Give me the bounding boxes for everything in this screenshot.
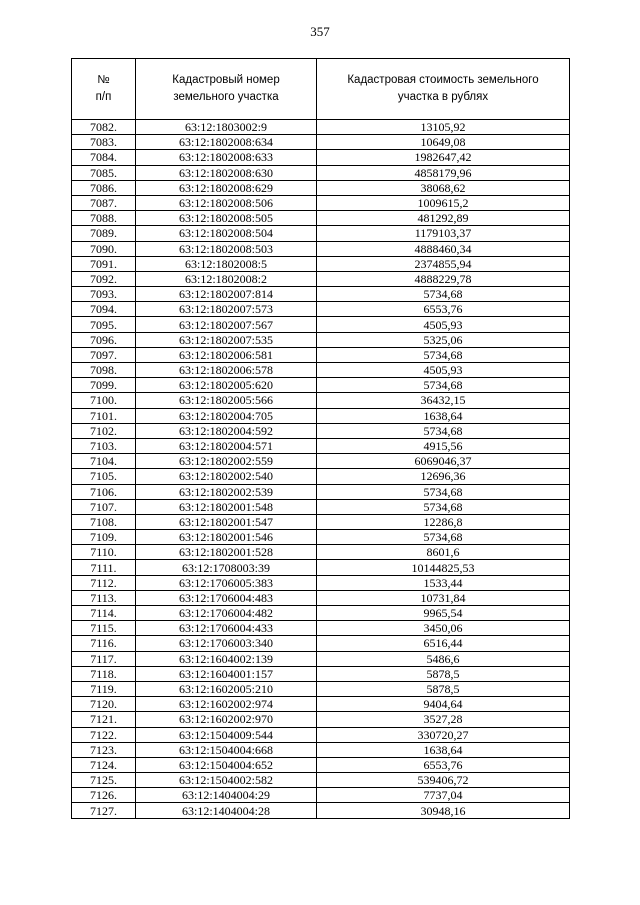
cell-cadastral-number: 63:12:1802008:634 <box>136 135 317 150</box>
cell-cadastral-value: 4888229,78 <box>317 271 570 286</box>
cell-cadastral-number: 63:12:1802006:581 <box>136 347 317 362</box>
cell-cadastral-value: 5325,06 <box>317 332 570 347</box>
table-row <box>72 332 570 347</box>
cell-row-number: 7118. <box>72 666 136 681</box>
cell-cadastral-number: 63:12:1803002:9 <box>136 120 317 135</box>
table-row <box>72 165 570 180</box>
cell-row-number: 7086. <box>72 180 136 195</box>
cell-cadastral-number: 63:12:1504004:668 <box>136 742 317 757</box>
cell-row-number: 7119. <box>72 681 136 696</box>
cell-cadastral-number: 63:12:1604001:157 <box>136 666 317 681</box>
cadastral-value-table <box>71 58 570 819</box>
header-row-number-line1: № <box>97 74 110 86</box>
table-row <box>72 742 570 757</box>
cell-row-number: 7103. <box>72 438 136 453</box>
table-row <box>72 211 570 226</box>
cell-row-number: 7116. <box>72 636 136 651</box>
cell-cadastral-value: 4505,93 <box>317 363 570 378</box>
cell-row-number: 7088. <box>72 211 136 226</box>
cell-cadastral-number: 63:12:1802007:535 <box>136 332 317 347</box>
cell-cadastral-value: 6553,76 <box>317 302 570 317</box>
table-row <box>72 408 570 423</box>
cell-cadastral-value: 13105,92 <box>317 120 570 135</box>
cell-cadastral-number: 63:12:1802002:539 <box>136 484 317 499</box>
cell-cadastral-value: 5734,68 <box>317 423 570 438</box>
cell-cadastral-value: 1982647,42 <box>317 150 570 165</box>
cell-row-number: 7127. <box>72 803 136 818</box>
cell-cadastral-value: 8601,6 <box>317 545 570 560</box>
cell-cadastral-number: 63:12:1706005:383 <box>136 575 317 590</box>
cell-cadastral-value: 5878,5 <box>317 681 570 696</box>
page-number: 357 <box>310 24 330 39</box>
cell-cadastral-value: 5734,68 <box>317 287 570 302</box>
cell-cadastral-value: 6069046,37 <box>317 454 570 469</box>
table-row <box>72 378 570 393</box>
table-row <box>72 484 570 499</box>
table-row <box>72 636 570 651</box>
cell-row-number: 7094. <box>72 302 136 317</box>
table-row <box>72 287 570 302</box>
table-row <box>72 469 570 484</box>
cell-cadastral-value: 5734,68 <box>317 378 570 393</box>
cell-row-number: 7106. <box>72 484 136 499</box>
cell-cadastral-number: 63:12:1802008:2 <box>136 271 317 286</box>
table-row <box>72 120 570 135</box>
table-row <box>72 256 570 271</box>
table-row <box>72 803 570 818</box>
table-row <box>72 135 570 150</box>
cell-row-number: 7113. <box>72 590 136 605</box>
cell-row-number: 7120. <box>72 697 136 712</box>
table-row <box>72 697 570 712</box>
cell-row-number: 7098. <box>72 363 136 378</box>
table-row <box>72 545 570 560</box>
table-row <box>72 226 570 241</box>
cell-cadastral-value: 12696,36 <box>317 469 570 484</box>
cell-row-number: 7100. <box>72 393 136 408</box>
cell-cadastral-number: 63:12:1802002:540 <box>136 469 317 484</box>
table-row <box>72 438 570 453</box>
cell-cadastral-value: 38068,62 <box>317 180 570 195</box>
table-row <box>72 606 570 621</box>
table-row <box>72 560 570 575</box>
cell-cadastral-number: 63:12:1802008:504 <box>136 226 317 241</box>
cell-row-number: 7096. <box>72 332 136 347</box>
cell-cadastral-value: 1533,44 <box>317 575 570 590</box>
cell-cadastral-number: 63:12:1802005:566 <box>136 393 317 408</box>
table-row <box>72 712 570 727</box>
cell-row-number: 7111. <box>72 560 136 575</box>
table-row <box>72 195 570 210</box>
header-cadastral-number-line1: Кадастровый номер <box>172 74 280 86</box>
table-row <box>72 773 570 788</box>
table-row <box>72 590 570 605</box>
cell-cadastral-number: 63:12:1802001:528 <box>136 545 317 560</box>
cell-cadastral-number: 63:12:1602002:974 <box>136 697 317 712</box>
cell-cadastral-number: 63:12:1706004:482 <box>136 606 317 621</box>
cell-cadastral-value: 1179103,37 <box>317 226 570 241</box>
cell-cadastral-value: 481292,89 <box>317 211 570 226</box>
cell-row-number: 7091. <box>72 256 136 271</box>
cell-cadastral-value: 4858179,96 <box>317 165 570 180</box>
cell-cadastral-number: 63:12:1802004:571 <box>136 438 317 453</box>
header-cadastral-number <box>136 59 317 120</box>
cell-cadastral-value: 1009615,2 <box>317 195 570 210</box>
cell-row-number: 7087. <box>72 195 136 210</box>
cell-row-number: 7083. <box>72 135 136 150</box>
cell-cadastral-value: 36432,15 <box>317 393 570 408</box>
cell-cadastral-number: 63:12:1802007:814 <box>136 287 317 302</box>
header-cadastral-value-line2: участка в рублях <box>397 91 489 103</box>
table-row <box>72 530 570 545</box>
cell-cadastral-value: 10731,84 <box>317 590 570 605</box>
cell-cadastral-number: 63:12:1706003:340 <box>136 636 317 651</box>
cell-row-number: 7082. <box>72 120 136 135</box>
table-row <box>72 180 570 195</box>
table-row <box>72 666 570 681</box>
table-row <box>72 271 570 286</box>
table-row <box>72 317 570 332</box>
cell-row-number: 7110. <box>72 545 136 560</box>
cell-cadastral-number: 63:12:1802008:506 <box>136 195 317 210</box>
cell-row-number: 7117. <box>72 651 136 666</box>
cell-cadastral-number: 63:12:1802004:592 <box>136 423 317 438</box>
cell-row-number: 7109. <box>72 530 136 545</box>
cell-row-number: 7108. <box>72 514 136 529</box>
header-row <box>72 59 570 120</box>
cell-cadastral-number: 63:12:1802007:573 <box>136 302 317 317</box>
table-body <box>72 120 570 819</box>
cell-row-number: 7095. <box>72 317 136 332</box>
cell-cadastral-value: 6553,76 <box>317 757 570 772</box>
cell-cadastral-number: 63:12:1706004:433 <box>136 621 317 636</box>
cell-row-number: 7089. <box>72 226 136 241</box>
cell-cadastral-value: 330720,27 <box>317 727 570 742</box>
cell-cadastral-value: 539406,72 <box>317 773 570 788</box>
cell-cadastral-number: 63:12:1706004:483 <box>136 590 317 605</box>
cell-cadastral-number: 63:12:1802008:629 <box>136 180 317 195</box>
cell-row-number: 7101. <box>72 408 136 423</box>
cell-cadastral-number: 63:12:1802006:578 <box>136 363 317 378</box>
table-row <box>72 757 570 772</box>
cell-cadastral-number: 63:12:1802001:548 <box>136 499 317 514</box>
table-row <box>72 393 570 408</box>
cell-row-number: 7122. <box>72 727 136 742</box>
header-row-number-line2: п/п <box>95 91 112 103</box>
cell-cadastral-value: 5486,6 <box>317 651 570 666</box>
cell-cadastral-number: 63:12:1404004:29 <box>136 788 317 803</box>
cell-cadastral-number: 63:12:1802004:705 <box>136 408 317 423</box>
table-row <box>72 681 570 696</box>
cell-row-number: 7123. <box>72 742 136 757</box>
cell-cadastral-number: 63:12:1604002:139 <box>136 651 317 666</box>
cell-cadastral-number: 63:12:1404004:28 <box>136 803 317 818</box>
cell-cadastral-value: 1638,64 <box>317 742 570 757</box>
cell-cadastral-number: 63:12:1708003:39 <box>136 560 317 575</box>
cell-cadastral-number: 63:12:1802008:633 <box>136 150 317 165</box>
cell-cadastral-number: 63:12:1802008:503 <box>136 241 317 256</box>
cell-row-number: 7115. <box>72 621 136 636</box>
cell-cadastral-number: 63:12:1802007:567 <box>136 317 317 332</box>
cell-cadastral-value: 10649,08 <box>317 135 570 150</box>
cell-cadastral-value: 9404,64 <box>317 697 570 712</box>
cell-row-number: 7112. <box>72 575 136 590</box>
table-row <box>72 788 570 803</box>
cell-row-number: 7092. <box>72 271 136 286</box>
cell-cadastral-value: 5734,68 <box>317 530 570 545</box>
cell-row-number: 7084. <box>72 150 136 165</box>
cell-cadastral-value: 30948,16 <box>317 803 570 818</box>
cell-cadastral-number: 63:12:1504004:652 <box>136 757 317 772</box>
cell-row-number: 7099. <box>72 378 136 393</box>
cell-row-number: 7102. <box>72 423 136 438</box>
table-row <box>72 241 570 256</box>
cell-row-number: 7125. <box>72 773 136 788</box>
cell-cadastral-value: 4505,93 <box>317 317 570 332</box>
cell-cadastral-number: 63:12:1802008:5 <box>136 256 317 271</box>
header-row-number <box>72 59 136 120</box>
table-header <box>72 59 570 120</box>
cell-cadastral-number: 63:12:1802001:547 <box>136 514 317 529</box>
cell-cadastral-value: 4888460,34 <box>317 241 570 256</box>
cell-cadastral-value: 12286,8 <box>317 514 570 529</box>
cell-cadastral-value: 5878,5 <box>317 666 570 681</box>
table-row <box>72 454 570 469</box>
table-row <box>72 514 570 529</box>
cell-cadastral-number: 63:12:1802008:505 <box>136 211 317 226</box>
cell-row-number: 7097. <box>72 347 136 362</box>
table-row <box>72 575 570 590</box>
cell-row-number: 7093. <box>72 287 136 302</box>
cell-cadastral-value: 4915,56 <box>317 438 570 453</box>
cell-cadastral-number: 63:12:1602005:210 <box>136 681 317 696</box>
table-row <box>72 499 570 514</box>
table-row <box>72 423 570 438</box>
cell-cadastral-value: 2374855,94 <box>317 256 570 271</box>
table-row <box>72 621 570 636</box>
cell-cadastral-number: 63:12:1602002:970 <box>136 712 317 727</box>
cell-cadastral-value: 10144825,53 <box>317 560 570 575</box>
header-cadastral-value <box>317 59 570 120</box>
cell-cadastral-value: 5734,68 <box>317 484 570 499</box>
cell-cadastral-number: 63:12:1504009:544 <box>136 727 317 742</box>
cell-cadastral-value: 9965,54 <box>317 606 570 621</box>
cell-cadastral-value: 3450,06 <box>317 621 570 636</box>
cell-row-number: 7114. <box>72 606 136 621</box>
table-row <box>72 727 570 742</box>
cell-row-number: 7126. <box>72 788 136 803</box>
table-row <box>72 302 570 317</box>
cell-cadastral-value: 7737,04 <box>317 788 570 803</box>
cell-cadastral-number: 63:12:1802005:620 <box>136 378 317 393</box>
cell-row-number: 7105. <box>72 469 136 484</box>
table-row <box>72 363 570 378</box>
cell-row-number: 7124. <box>72 757 136 772</box>
cell-cadastral-value: 3527,28 <box>317 712 570 727</box>
header-cadastral-value-line1: Кадастровая стоимость земельного <box>347 74 539 86</box>
cell-row-number: 7121. <box>72 712 136 727</box>
cell-row-number: 7107. <box>72 499 136 514</box>
cell-row-number: 7104. <box>72 454 136 469</box>
cell-cadastral-number: 63:12:1802008:630 <box>136 165 317 180</box>
header-cadastral-number-line2: земельного участка <box>173 91 279 103</box>
cell-cadastral-value: 1638,64 <box>317 408 570 423</box>
cell-row-number: 7085. <box>72 165 136 180</box>
table-row <box>72 347 570 362</box>
table-row <box>72 150 570 165</box>
cell-cadastral-number: 63:12:1802001:546 <box>136 530 317 545</box>
cell-cadastral-value: 5734,68 <box>317 347 570 362</box>
cell-cadastral-value: 5734,68 <box>317 499 570 514</box>
cell-cadastral-number: 63:12:1504002:582 <box>136 773 317 788</box>
cell-row-number: 7090. <box>72 241 136 256</box>
cell-cadastral-value: 6516,44 <box>317 636 570 651</box>
table-row <box>72 651 570 666</box>
cell-cadastral-number: 63:12:1802002:559 <box>136 454 317 469</box>
